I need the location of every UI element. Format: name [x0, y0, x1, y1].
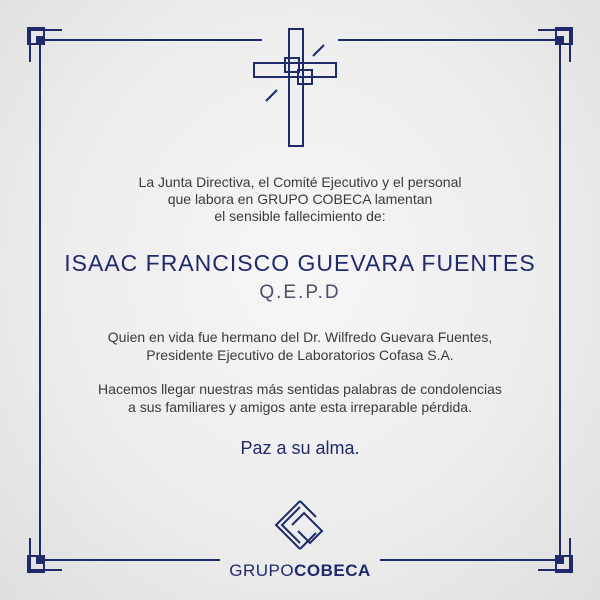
brand-wordmark: [150, 561, 450, 581]
relation-line: Quien en vida fue hermano del Dr. Wilfredo Guevara Fuentes,: [107, 329, 493, 345]
intro-line: La Junta Directiva, el Comité Ejecutivo y el personal: [138, 174, 462, 190]
condolence-line: Hacemos llegar nuestras más sentidas palabras de condolencias: [98, 381, 502, 397]
intro-text: [40, 174, 560, 225]
deceased-name: ISAAC FRANCISCO GUEVARA FUENTES: [64, 250, 536, 276]
qepd-label: Q.E.P.D: [259, 282, 341, 303]
condolence-line: a sus familiares y amigos ante esta irreparable pérdida.: [128, 399, 472, 415]
brand-part-grupo: GRUPO: [229, 561, 295, 580]
condolence-text: [40, 380, 560, 416]
farewell-text: Paz a su alma.: [240, 438, 360, 458]
intro-line: el sensible fallecimiento de:: [214, 208, 386, 224]
intro-line: que labora en GRUPO COBECA lamentan: [167, 191, 433, 207]
grupo-cobeca-logo-icon: [270, 497, 330, 555]
relation-line: Presidente Ejecutivo de Laboratorios Cofasa S.A.: [146, 347, 454, 363]
brand-part-cobeca: COBECA: [294, 561, 371, 580]
relation-text: [40, 328, 560, 364]
